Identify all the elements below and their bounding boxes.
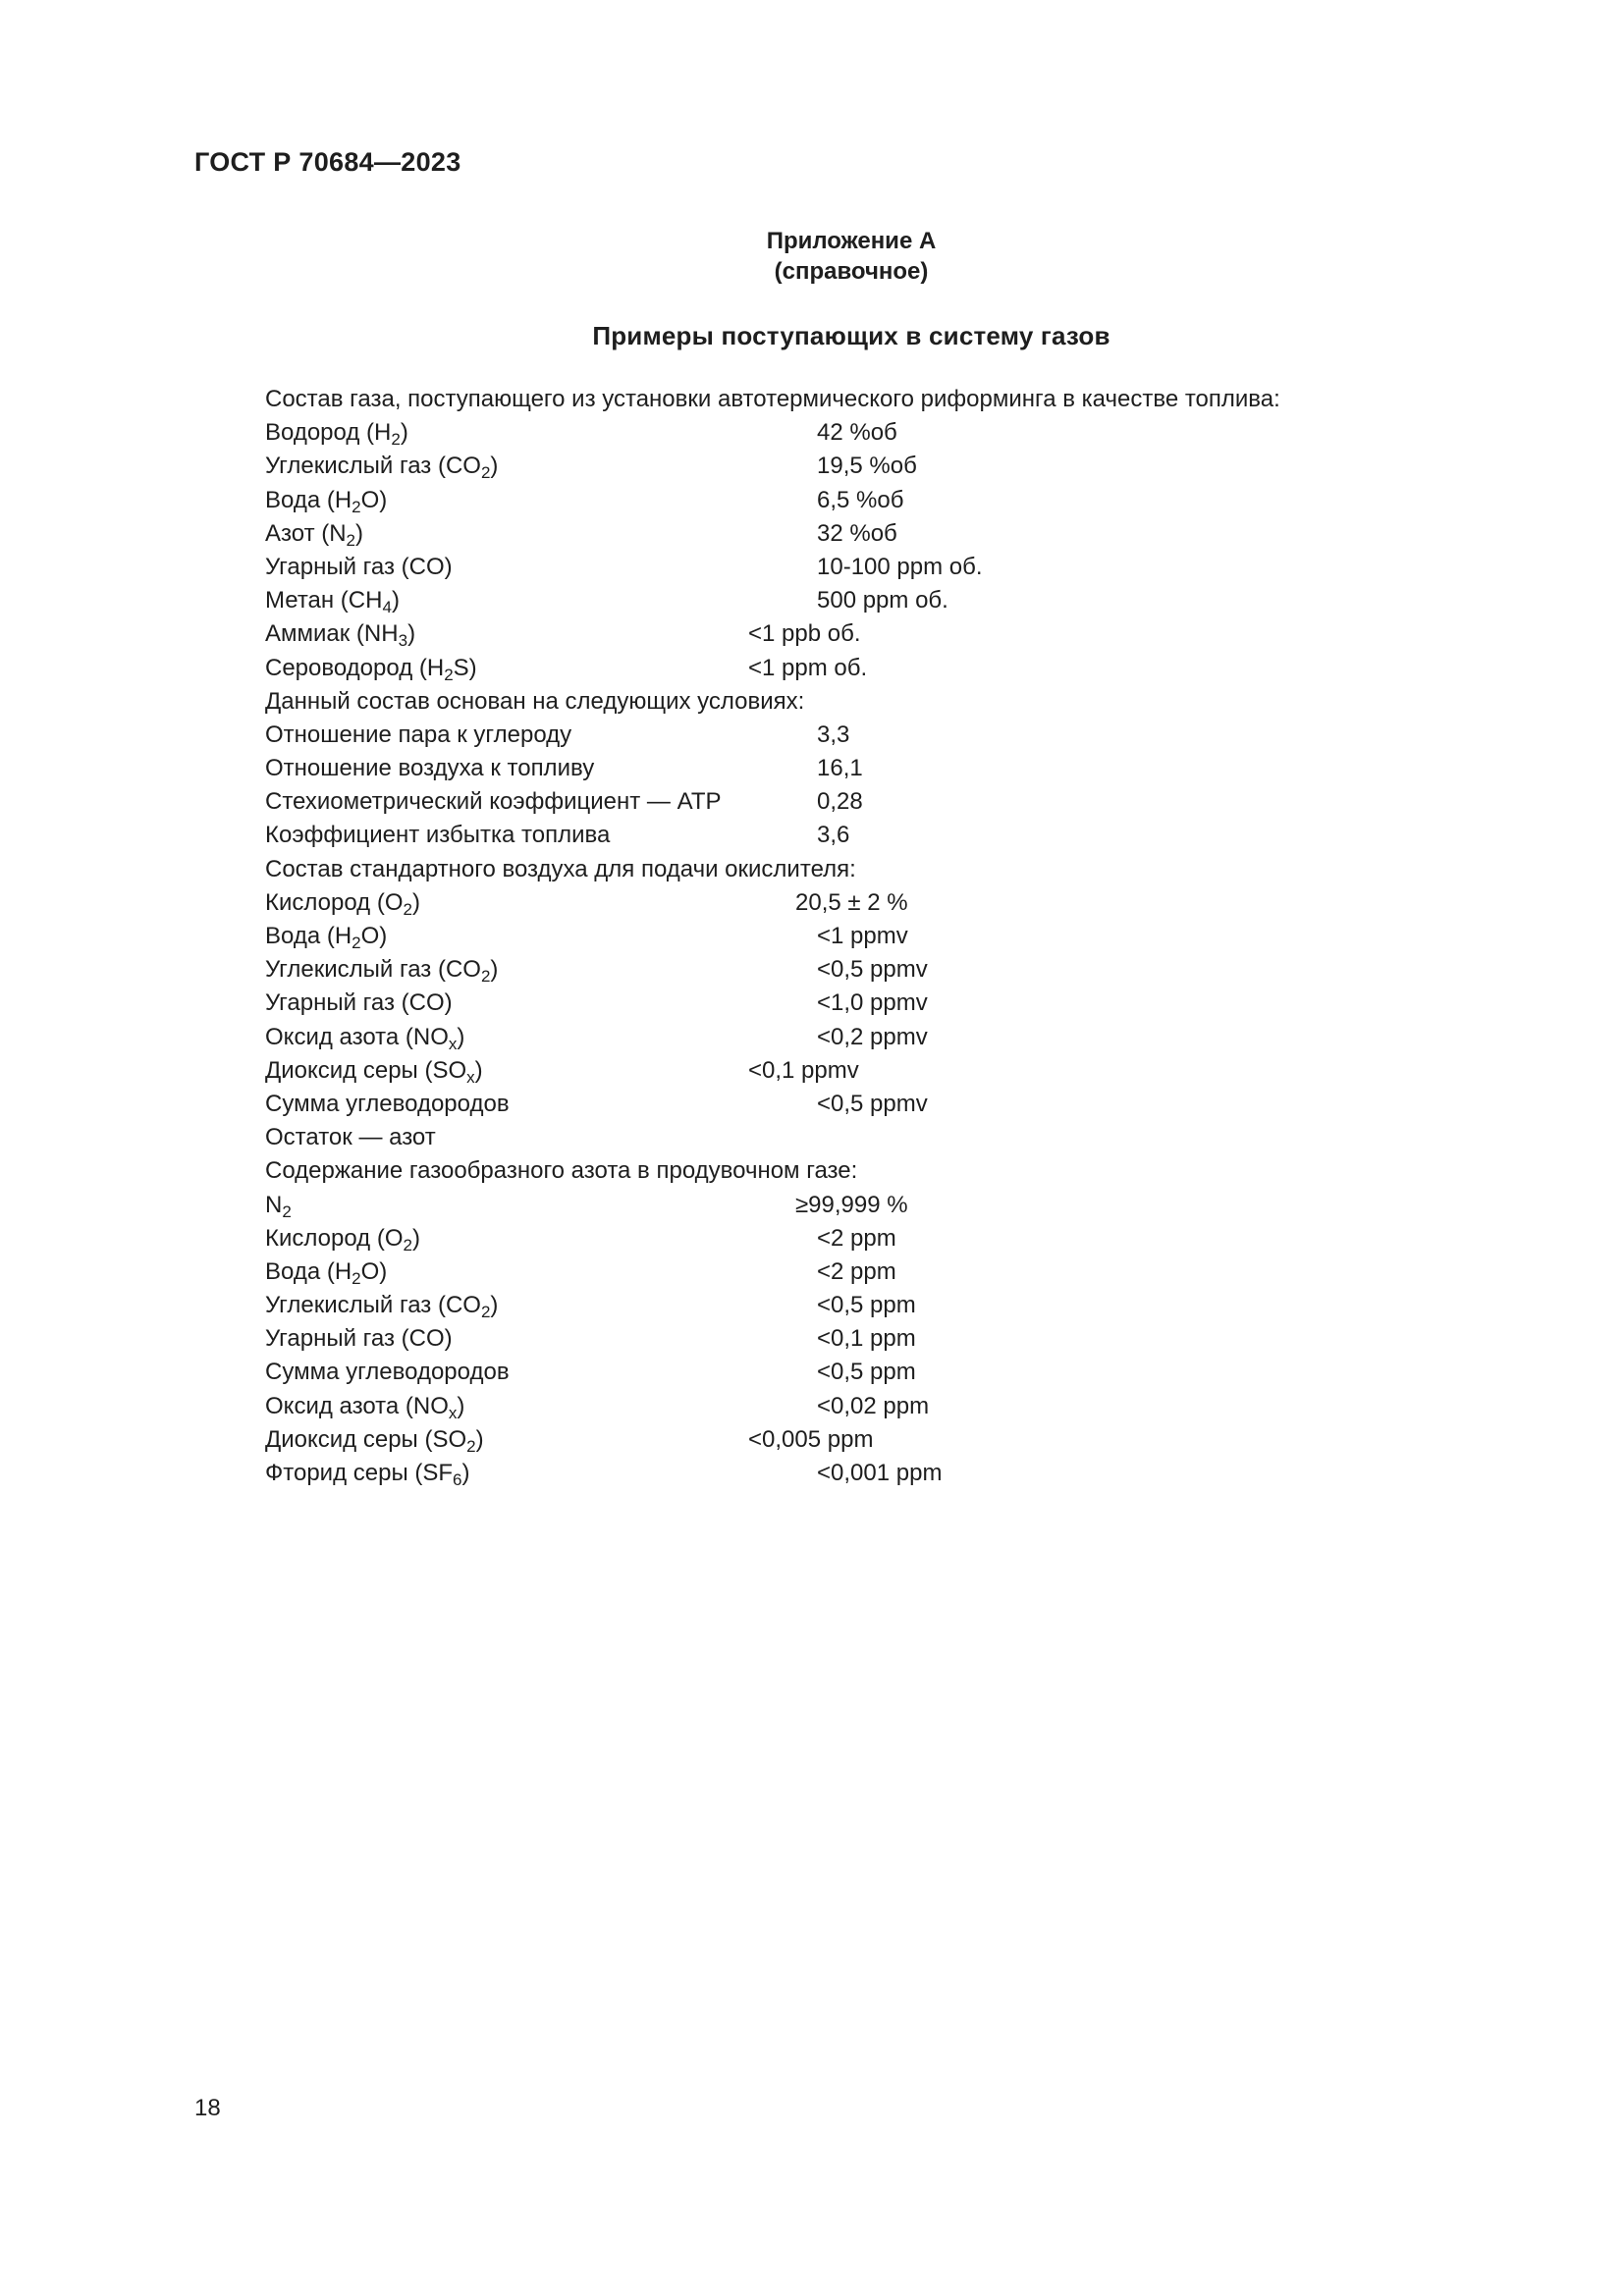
item-label: Углекислый газ $(CO_2)$	[265, 956, 499, 987]
item-value: 6,5 %об	[817, 486, 904, 513]
list-item	[265, 1189, 1443, 1222]
list-item	[265, 785, 1443, 819]
item-label: Кислород $(O_2)$	[265, 888, 420, 919]
list-item	[265, 752, 1443, 785]
item-value: 16,1	[817, 755, 863, 782]
item-label: Вода $(H_2O)$	[265, 1257, 388, 1288]
item-value: 10-100 ppm об.	[817, 553, 983, 580]
item-value: <0,5 ppm	[817, 1292, 916, 1319]
list-heading	[265, 853, 1443, 886]
item-value: <1,0 ppmv	[817, 989, 928, 1017]
item-label: Остаток — азот	[265, 1124, 436, 1151]
item-value: 0,28	[817, 788, 863, 816]
list-item	[265, 819, 1443, 852]
item-value: <0,02 ppm	[817, 1392, 930, 1419]
appendix-subtitle: (справочное)	[774, 258, 929, 285]
item-label: Отношение пара к углероду	[265, 721, 572, 748]
item-label: Кислород $(O_2)$	[265, 1224, 420, 1255]
list-item	[265, 1390, 1443, 1423]
list-item	[265, 886, 1443, 920]
item-value: <2 ppm	[817, 1224, 896, 1252]
item-label: Угарный газ (CO)	[265, 989, 453, 1017]
item-label: Углекислый газ $(CO_2)$	[265, 453, 499, 483]
item-label: Азот $(N_2)$	[265, 519, 364, 550]
list-item	[265, 1021, 1443, 1054]
list-item	[265, 652, 1443, 685]
list-item	[265, 987, 1443, 1020]
item-label: Диоксид серы $(SO_2)$	[265, 1425, 484, 1456]
document-id: ГОСТ Р 70684—2023	[194, 147, 461, 177]
page-number: 18	[194, 2095, 221, 2121]
list-item	[265, 1054, 1443, 1088]
list-item	[265, 416, 1443, 450]
list-item	[265, 484, 1443, 517]
item-label: Угарный газ (CO)	[265, 553, 453, 580]
item-label: Диоксид серы $(SO_x)$	[265, 1056, 483, 1087]
list-item	[265, 953, 1443, 987]
item-value: <1 ppmv	[817, 923, 908, 949]
item-label: Углекислый газ $(CO_2)$	[265, 1292, 499, 1322]
list-heading	[265, 1154, 1443, 1188]
item-label: Сумма углеводородов	[265, 1090, 510, 1117]
item-label: Коэффициент избытка топлива	[265, 822, 611, 849]
section-title: Примеры поступающих в систему газов	[592, 321, 1110, 350]
item-label: Угарный газ (CO)	[265, 1325, 453, 1353]
item-label: $N_2$	[265, 1191, 292, 1221]
item-label: Оксид азота $(NO_x)$	[265, 1023, 465, 1053]
list-item	[265, 1423, 1443, 1457]
list-item	[265, 450, 1443, 483]
list-item	[265, 617, 1443, 651]
item-value: <0,5 ppm	[817, 1359, 916, 1386]
item-value: 3,3	[817, 721, 850, 748]
item-label: Состав стандартного воздуха для подачи окислителя:	[265, 855, 856, 882]
item-label: Аммиак $(NH_3)$	[265, 620, 416, 651]
list-item	[265, 517, 1443, 551]
list-heading	[265, 1121, 1443, 1154]
item-value: 20,5 ± 2 %	[795, 888, 908, 916]
list-item	[265, 1255, 1443, 1289]
item-value: <0,005 ppm	[748, 1425, 874, 1453]
list-item	[265, 584, 1443, 617]
item-value: 32 %об	[817, 519, 897, 547]
item-value: 3,6	[817, 822, 850, 849]
list-item	[265, 1289, 1443, 1322]
appendix-title: Приложение А	[766, 228, 937, 254]
list-heading	[265, 383, 1443, 416]
item-value: <0,2 ppmv	[817, 1023, 928, 1050]
item-value: 19,5 %об	[817, 453, 917, 480]
item-value: <0,5 ppmv	[817, 956, 928, 984]
list-item	[265, 1356, 1443, 1389]
item-label: Состав газа, поступающего из установки автотермического риформинга в качестве топлива:	[265, 386, 1280, 412]
item-label: Сероводород $(H_2S)$	[265, 654, 477, 684]
item-value: <1 ppm об.	[748, 654, 868, 681]
item-label: Сумма углеводородов	[265, 1359, 510, 1386]
item-label: Стехиометрический коэффициент — ATP	[265, 788, 722, 816]
item-value: <0,1 ppm	[817, 1325, 916, 1353]
list-item	[265, 920, 1443, 953]
item-label: Вода $(H_2O)$	[265, 923, 388, 952]
item-label: Данный состав основан на следующих условиях:	[265, 687, 805, 715]
list-item	[265, 1457, 1443, 1490]
item-value: ≥99,999 %	[795, 1191, 908, 1218]
list-item	[265, 1088, 1443, 1121]
item-label: Вода $(H_2O)$	[265, 486, 388, 516]
item-label: Оксид азота $(NO_x)$	[265, 1392, 465, 1422]
list-item	[265, 719, 1443, 752]
item-value: 42 %об	[817, 419, 897, 447]
list-item	[265, 1322, 1443, 1356]
item-label: Отношение воздуха к топливу	[265, 755, 595, 782]
gas-composition-list	[265, 383, 1443, 1490]
list-heading	[265, 685, 1443, 719]
item-value: <0,001 ppm	[817, 1460, 943, 1486]
item-label: Содержание газообразного азота в продувочном газе:	[265, 1157, 858, 1185]
item-label: Фторид серы $(SF_6)$	[265, 1460, 470, 1489]
item-value: <0,5 ppmv	[817, 1090, 928, 1117]
item-label: Водород $(H_2)$	[265, 419, 408, 450]
item-value: <1 ppb об.	[748, 620, 861, 648]
list-item	[265, 1222, 1443, 1255]
item-value: <0,1 ppmv	[748, 1056, 859, 1084]
item-value: <2 ppm	[817, 1257, 896, 1285]
list-item	[265, 551, 1443, 584]
item-label: Метан $(CH_4)$	[265, 587, 400, 617]
item-value: 500 ppm об.	[817, 587, 948, 614]
